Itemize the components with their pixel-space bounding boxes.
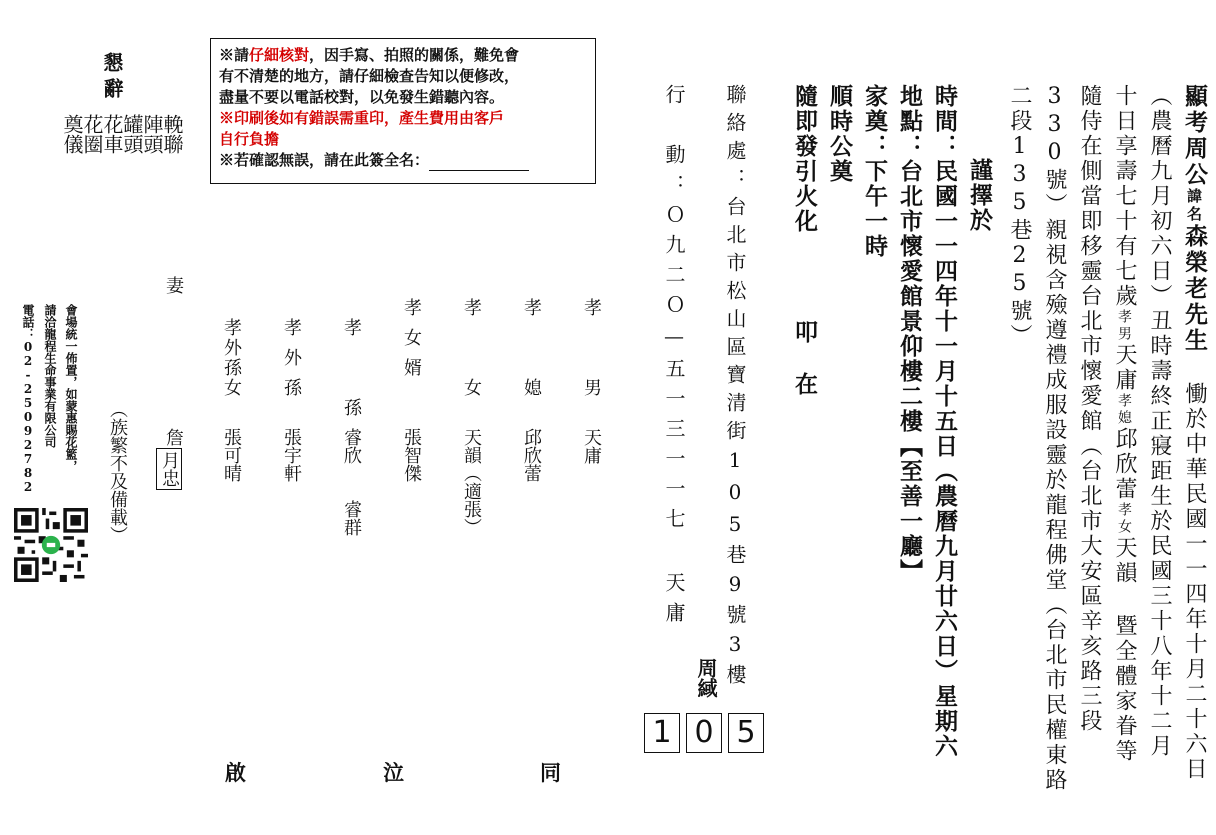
declined-item-4: 花車 (100, 114, 124, 154)
contact-address: 聯絡處：台北市松山區寶清街105巷9號3樓 (723, 84, 747, 692)
names-son: 天庸 (581, 428, 602, 464)
declined-item-1: 輓聯 (160, 114, 184, 154)
obituary-line-6: 二段135巷25號） (1007, 84, 1032, 349)
proofread-notice (210, 38, 596, 184)
label-daughter: 孝女 (1116, 502, 1132, 536)
obituary-line-4: 隨侍在側當即移靈台北市懷愛館（台北市大安區辛亥路三段 (1077, 84, 1102, 734)
names-daughter: 天韻（適張） (461, 428, 482, 536)
cremation-text: 隨即發引火化 (791, 84, 818, 234)
wife-given-name: 月忠 (156, 448, 182, 490)
role-granddaughter-maternal: 孝外孫女 (221, 318, 242, 398)
notice-line-1a: ※請 (219, 46, 250, 64)
signature-line[interactable] (429, 154, 529, 171)
place-text: 地點：台北市懷愛館景仰樓二樓 (896, 84, 923, 434)
code-digit-1: 1 (644, 713, 680, 753)
notice-line-5: 自行負擔 (219, 130, 280, 148)
hall-name: 【至善一廳】 (896, 434, 923, 584)
title-name: 森榮老先生 (1181, 224, 1208, 354)
declined-item-6: 奠儀 (60, 114, 84, 154)
not-fully-listed: （族繁不及備載） (107, 400, 128, 544)
obituary-line-3a: 十日享壽七十有七歲 (1112, 84, 1137, 309)
declined-item-5: 花圈 (80, 114, 104, 154)
notice-line-2: 有不清楚的地方，請仔細檢查告知以便修改， (219, 67, 520, 85)
contact-phone: 行 動：Ｏ九二Ｏ—五一三一一七 天庸 (662, 84, 686, 632)
code-name: 周緎 (694, 658, 718, 698)
title-prefix: 顯考周公 (1181, 84, 1208, 188)
notice-line-1-emphasis: 仔細核對 (249, 46, 310, 64)
names-grandson-maternal: 張宇軒 (281, 428, 302, 482)
declined-item-3: 罐頭 (120, 114, 144, 154)
notice-line-4: ※印刷後如有錯誤需重印，產生費用由客戶 (219, 109, 505, 127)
vendor-phone: 電話：02-25092782 (21, 304, 35, 494)
notice-line-6 (219, 150, 587, 171)
obituary-col-3 (1113, 84, 1135, 764)
family-rite-time: 家奠：下午一時 (861, 84, 888, 259)
footer-tong: 同 (540, 760, 561, 785)
role-wife: 妻 (163, 276, 184, 294)
notice-line-1 (219, 45, 587, 66)
code-digit-2: 0 (686, 713, 722, 753)
footer-qi: 泣 (383, 760, 404, 785)
role-daughter-in-law: 孝 媳 (521, 298, 542, 418)
role-son: 孝 男 (581, 298, 602, 418)
chosen-date-label: 謹擇於 (966, 158, 993, 233)
vendor-line-2: 請洽龍程生命事業有限公司 (43, 304, 57, 448)
public-rite: 順時公奠 (826, 84, 853, 184)
zai-char: 在 (791, 372, 818, 397)
declined-title: 懇辭 (100, 52, 124, 104)
qr-code-icon (14, 508, 88, 582)
son-name: 天庸 (1112, 343, 1137, 393)
notice-line-1b: ，因手寫、拍照的關係，難免會 (309, 46, 520, 64)
title-honorific: 諱名 (1185, 188, 1203, 224)
names-daughter-in-law: 邱欣蕾 (521, 428, 542, 482)
place-line (898, 84, 921, 584)
label-son: 孝男 (1116, 309, 1132, 343)
role-son-in-law: 孝女婿 (401, 298, 422, 388)
time-line: 時間：民國一一四年十一月十五日（農曆九月廿六日）星期六 (931, 84, 958, 759)
vendor-line-1: 會場統一佈置，如蒙惠賜花籃， (64, 304, 78, 472)
obituary-line-5: 330號）親視含殮遵禮成服設靈於龍程佛堂（台北市民權東路 (1042, 84, 1067, 793)
obituary-line-1: 慟於中華民國一一四年十月二十六日 (1182, 354, 1207, 782)
role-daughter: 孝 女 (461, 298, 482, 418)
daughter-in-law-name: 邱欣蕾 (1112, 427, 1137, 502)
names-grandchildren: 睿欣 睿群 (341, 428, 362, 536)
role-grandson-maternal: 孝外孫 (281, 318, 302, 408)
wife-surname: 詹 (163, 428, 184, 446)
footer-qi2: 啟 (225, 760, 246, 785)
koo-char: 叩 (791, 320, 818, 345)
daughter-and-family: 天韻 暨全體家眷等 (1112, 536, 1137, 764)
obituary-line-2: （農曆九月初六日）丑時壽終正寢距生於民國三十八年十二月 (1147, 84, 1172, 759)
code-digit-3: 5 (728, 713, 764, 753)
obituary-col-1 (1183, 84, 1206, 804)
declined-item-2: 陣頭 (140, 114, 164, 154)
names-granddaughter-maternal: 張可晴 (221, 428, 242, 482)
role-grandchildren: 孝 孫 (341, 318, 362, 438)
label-daughter-in-law: 孝媳 (1116, 393, 1132, 427)
notice-line-3: 盡量不要以電話校對，以免發生錯聽內容。 (219, 88, 505, 106)
notice-signature-label: ※若確認無誤，請在此簽全名： (219, 151, 430, 169)
names-son-in-law: 張智傑 (401, 428, 422, 482)
